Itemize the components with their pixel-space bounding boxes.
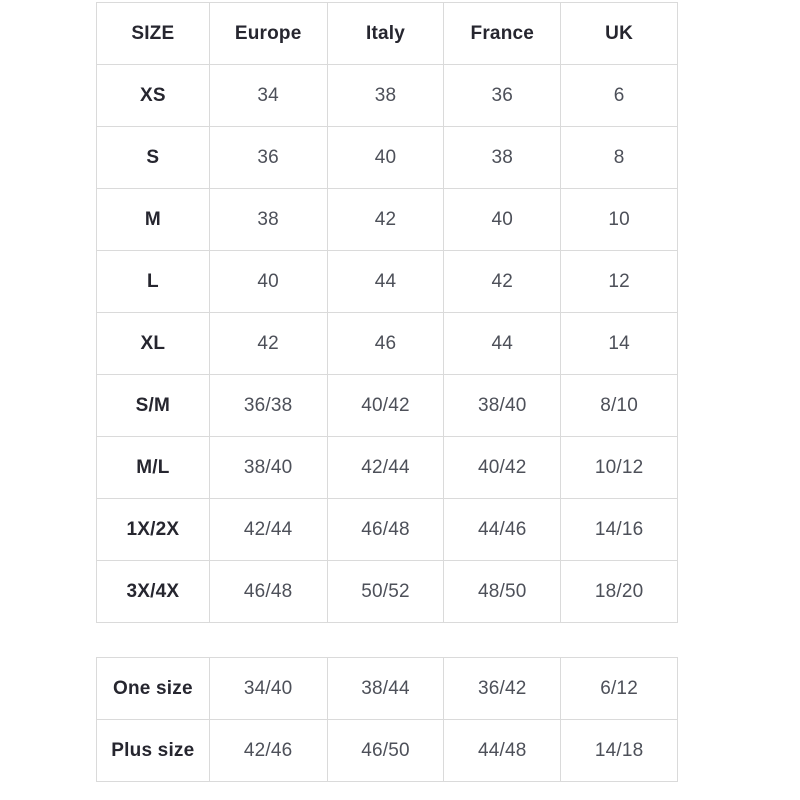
size-guide xyxy=(96,2,678,782)
size-value-cell: 34/40 xyxy=(209,658,327,720)
size-value-cell: 46/48 xyxy=(209,561,327,623)
size-value-cell: 46 xyxy=(327,313,444,375)
size-value-cell: 44/48 xyxy=(444,720,561,782)
row-label: XS xyxy=(97,65,210,127)
size-value-cell: 40 xyxy=(444,189,561,251)
size-value-cell: 8 xyxy=(561,127,678,189)
size-value-cell: 38 xyxy=(209,189,327,251)
size-value-cell: 6/12 xyxy=(561,658,678,720)
header-row xyxy=(97,3,678,65)
row-label: 1X/2X xyxy=(97,499,210,561)
size-value-cell: 8/10 xyxy=(561,375,678,437)
row-label: S/M xyxy=(97,375,210,437)
table-row xyxy=(97,127,678,189)
table-row xyxy=(97,375,678,437)
size-value-cell: 12 xyxy=(561,251,678,313)
table-row xyxy=(97,499,678,561)
size-value-cell: 10 xyxy=(561,189,678,251)
size-value-cell: 38/44 xyxy=(327,658,444,720)
size-value-cell: 6 xyxy=(561,65,678,127)
row-label: L xyxy=(97,251,210,313)
size-value-cell: 36 xyxy=(209,127,327,189)
row-label: M xyxy=(97,189,210,251)
column-header: Europe xyxy=(209,3,327,65)
row-label: XL xyxy=(97,313,210,375)
size-value-cell: 40 xyxy=(209,251,327,313)
special-size-table xyxy=(96,657,678,782)
size-value-cell: 42/44 xyxy=(209,499,327,561)
column-header: UK xyxy=(561,3,678,65)
size-value-cell: 42 xyxy=(327,189,444,251)
size-value-cell: 40/42 xyxy=(444,437,561,499)
size-value-cell: 40/42 xyxy=(327,375,444,437)
size-conversion-table xyxy=(96,2,678,623)
column-header: Italy xyxy=(327,3,444,65)
size-value-cell: 50/52 xyxy=(327,561,444,623)
table-row xyxy=(97,437,678,499)
table-row xyxy=(97,313,678,375)
size-value-cell: 14/16 xyxy=(561,499,678,561)
size-value-cell: 46/48 xyxy=(327,499,444,561)
size-value-cell: 40 xyxy=(327,127,444,189)
size-value-cell: 38 xyxy=(444,127,561,189)
size-value-cell: 36/38 xyxy=(209,375,327,437)
size-value-cell: 44/46 xyxy=(444,499,561,561)
size-value-cell: 34 xyxy=(209,65,327,127)
table-row xyxy=(97,658,678,720)
size-value-cell: 36 xyxy=(444,65,561,127)
size-value-cell: 42/46 xyxy=(209,720,327,782)
size-value-cell: 42/44 xyxy=(327,437,444,499)
size-value-cell: 44 xyxy=(444,313,561,375)
row-label: Plus size xyxy=(97,720,210,782)
table-row xyxy=(97,251,678,313)
size-value-cell: 46/50 xyxy=(327,720,444,782)
size-table-head xyxy=(97,3,678,65)
row-label: M/L xyxy=(97,437,210,499)
row-label: 3X/4X xyxy=(97,561,210,623)
column-header: France xyxy=(444,3,561,65)
table-row xyxy=(97,189,678,251)
table-row xyxy=(97,65,678,127)
size-value-cell: 38 xyxy=(327,65,444,127)
table-row xyxy=(97,720,678,782)
row-label: S xyxy=(97,127,210,189)
size-value-cell: 14/18 xyxy=(561,720,678,782)
size-value-cell: 36/42 xyxy=(444,658,561,720)
size-value-cell: 42 xyxy=(444,251,561,313)
size-value-cell: 44 xyxy=(327,251,444,313)
size-value-cell: 48/50 xyxy=(444,561,561,623)
row-label: One size xyxy=(97,658,210,720)
column-header: SIZE xyxy=(97,3,210,65)
size-value-cell: 18/20 xyxy=(561,561,678,623)
size-value-cell: 10/12 xyxy=(561,437,678,499)
size-table-body xyxy=(97,65,678,623)
special-table-body xyxy=(97,658,678,782)
table-row xyxy=(97,561,678,623)
size-value-cell: 38/40 xyxy=(444,375,561,437)
size-value-cell: 38/40 xyxy=(209,437,327,499)
size-value-cell: 42 xyxy=(209,313,327,375)
size-value-cell: 14 xyxy=(561,313,678,375)
